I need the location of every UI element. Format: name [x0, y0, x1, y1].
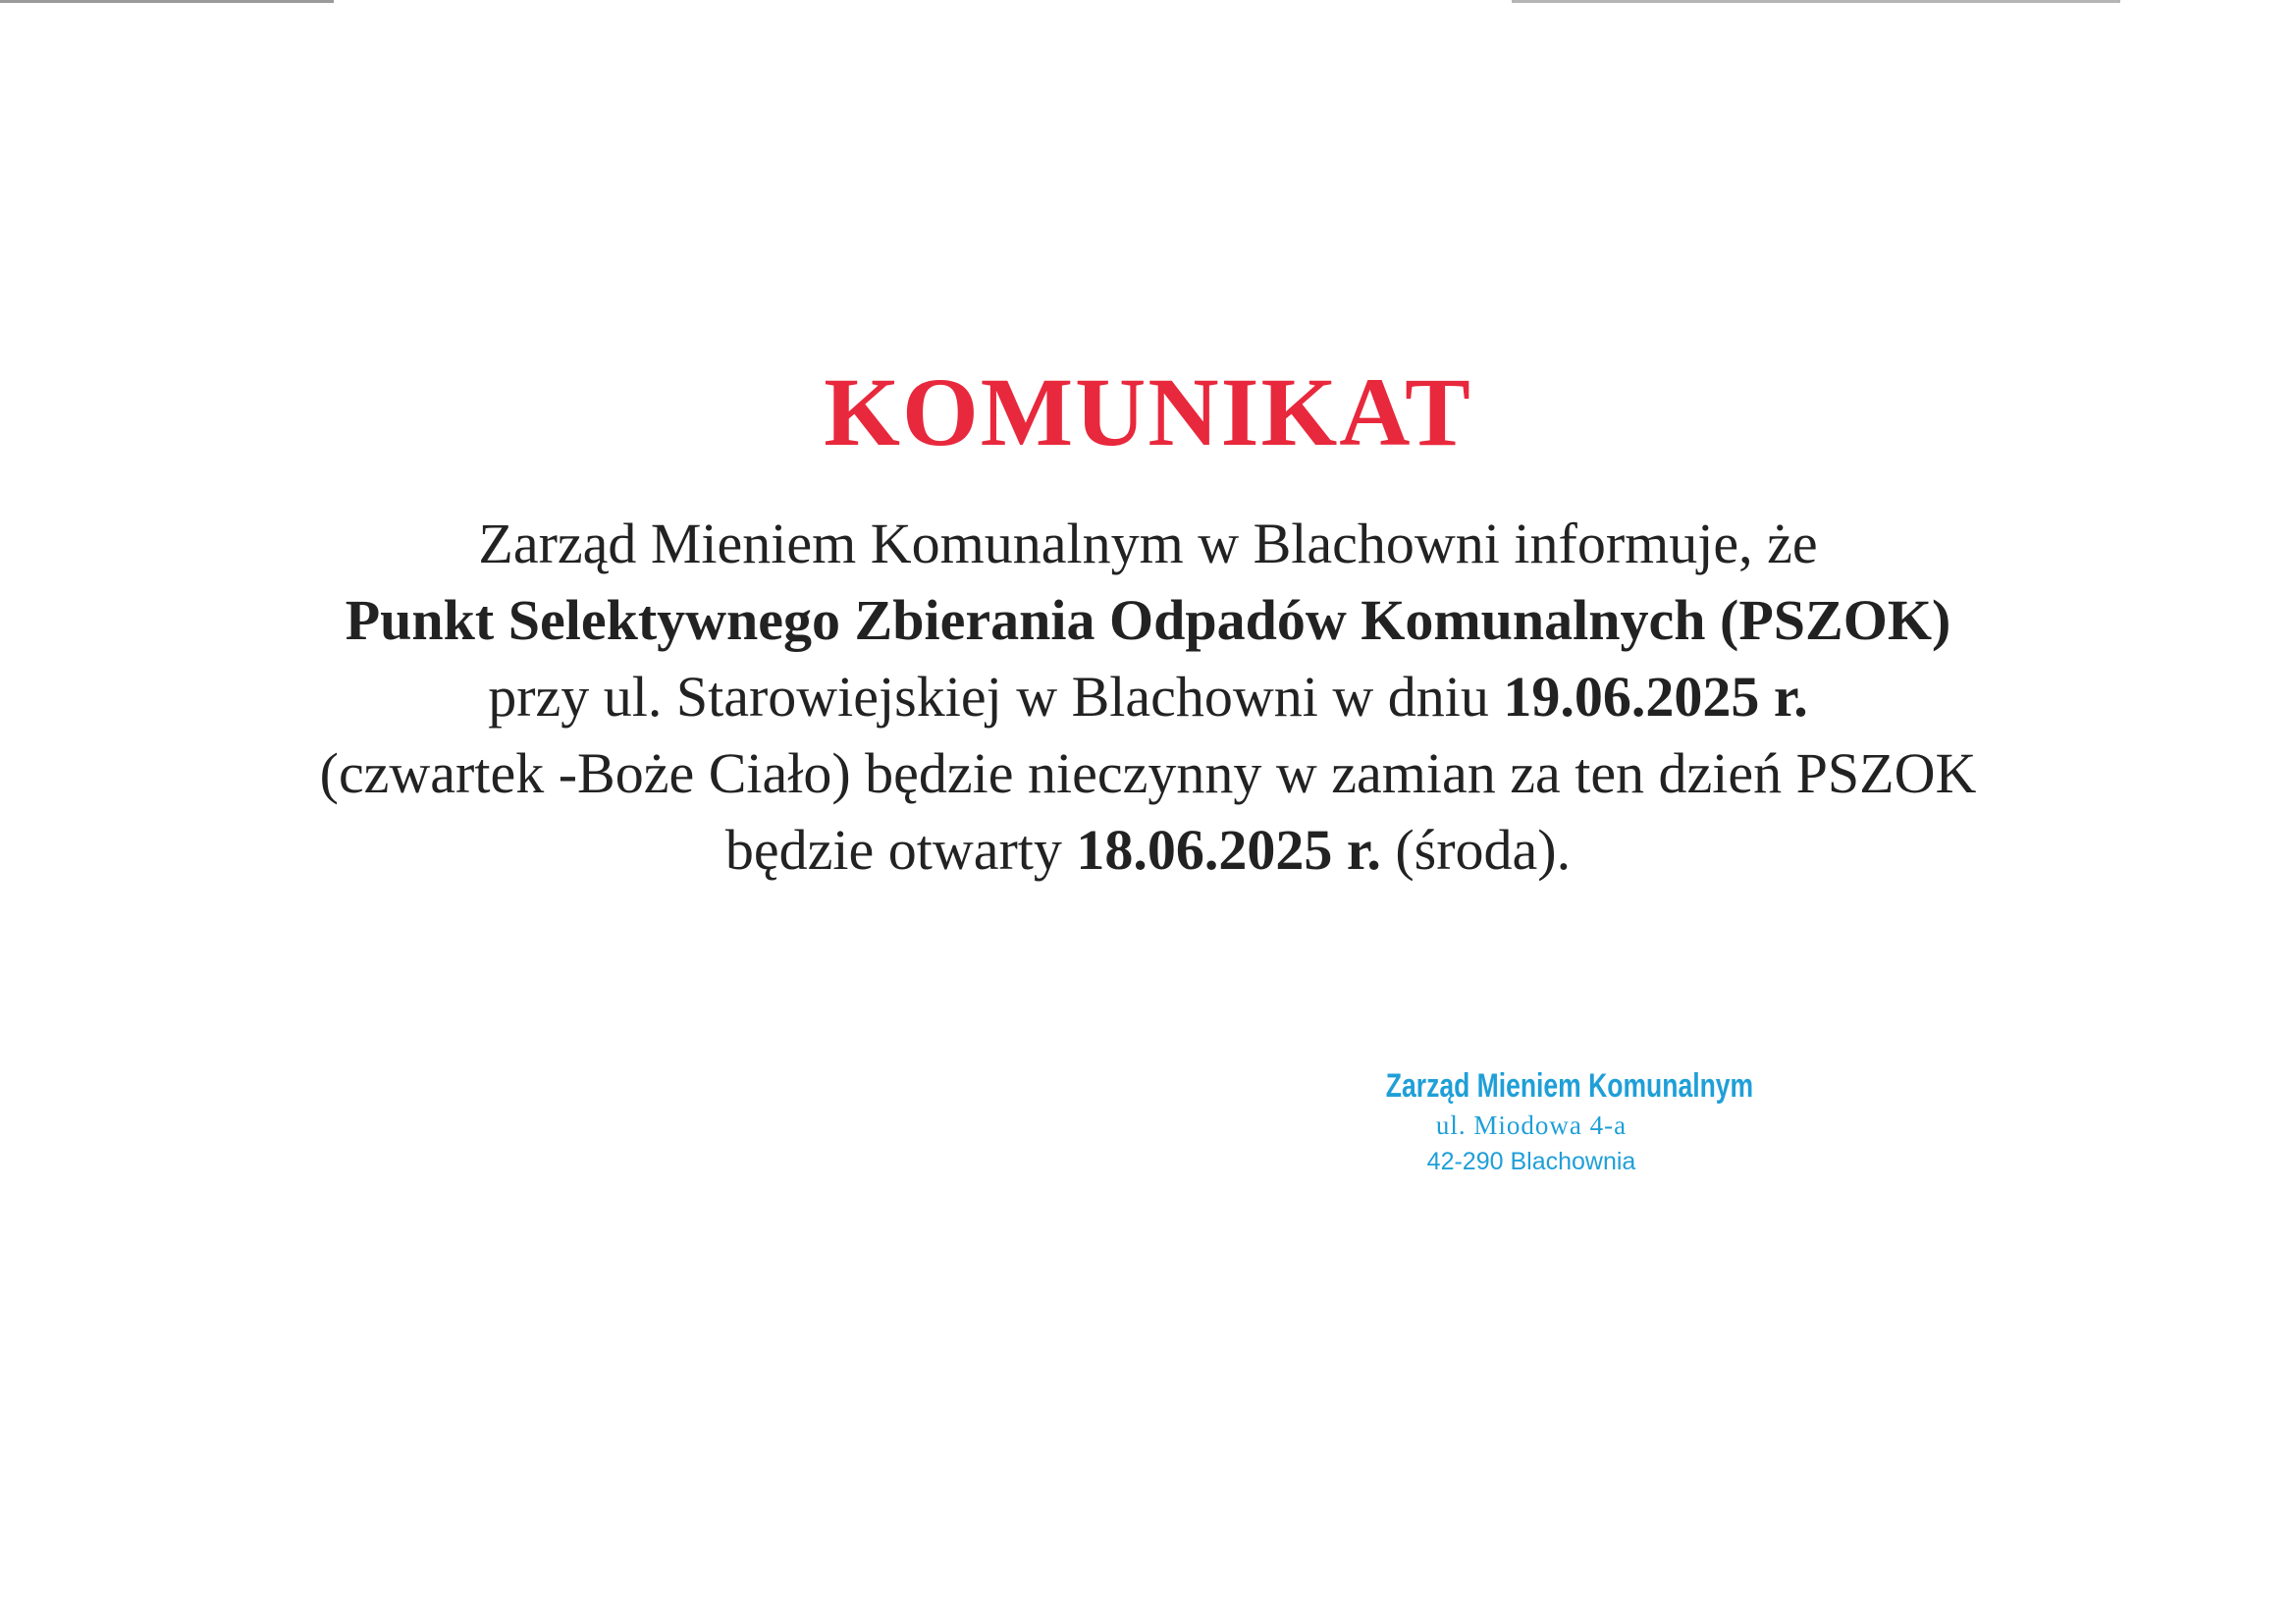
announcement-body — [0, 506, 2296, 889]
announcement-line-3 — [0, 659, 2296, 735]
announcement-line-4: (czwartek -Boże Ciało) będzie nieczynny w zamian za ten dzień PSZOK — [319, 741, 1977, 805]
announcement-line-2 — [0, 582, 2296, 659]
scan-edge-mark — [1512, 0, 2120, 3]
open-text: będzie otwarty — [724, 818, 1077, 882]
document-title: KOMUNIKAT — [824, 357, 1472, 466]
scan-edge-mark — [0, 0, 334, 3]
office-stamp — [1345, 1065, 1754, 1179]
closed-date: 19.06.2025 r. — [1503, 665, 1808, 729]
announcement-line-1: Zarząd Mieniem Komunalnym w Blachowni informuje, że — [478, 512, 1818, 575]
location-text: przy ul. Starowiejskiej w Blachowni w dniu — [488, 665, 1504, 729]
open-date: 18.06.2025 r. — [1076, 818, 1381, 882]
announcement-line-5 — [0, 812, 2296, 889]
open-day: (środa). — [1380, 818, 1572, 882]
stamp-city: 42-290 Blachownia — [1426, 1148, 1636, 1175]
stamp-name: Zarząd Mieniem Komunalnym — [1385, 1067, 1754, 1105]
facility-name: Punkt Selektywnego Zbierania Odpadów Komunalnych (PSZOK) — [345, 588, 1951, 652]
stamp-street: ul. Miodowa 4-a — [1435, 1110, 1628, 1140]
